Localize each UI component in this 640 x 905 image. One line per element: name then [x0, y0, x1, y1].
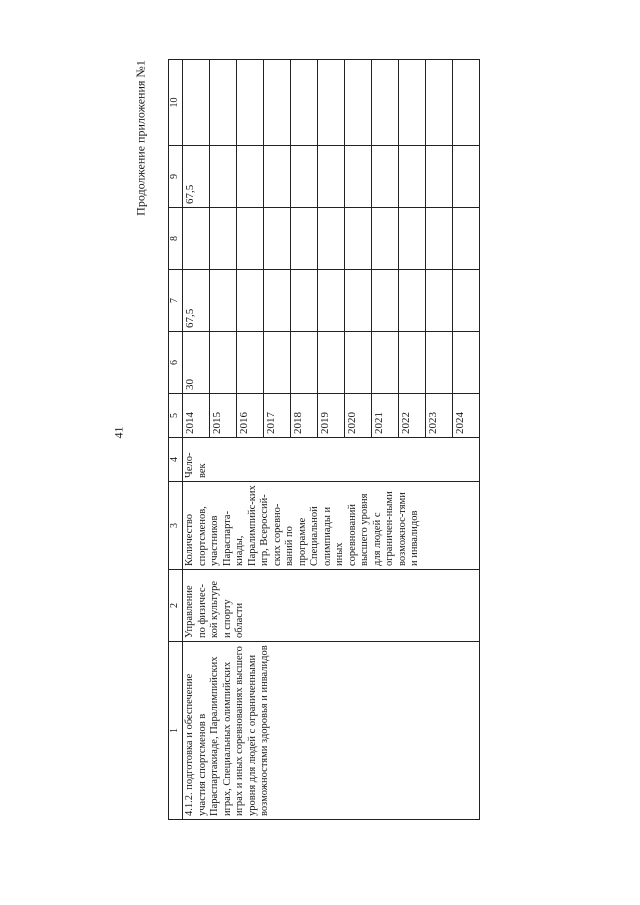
- unit-cell: Чело-век: [183, 438, 480, 482]
- value-cell-c7: [264, 208, 291, 270]
- indicator-cell: Количество спортсменов, участников Параспарта-киады, Паралимпийс-ких игр, Всероссий-ских соревно-ваний по программе Специальной олимпиады и иных соревнований высшего уровня для людей с ограничен-ными возможнос-тями и инвалидов: [183, 482, 480, 570]
- appendix-title: Продолжение приложения №1: [133, 59, 148, 216]
- table-row: [183, 60, 210, 820]
- column-header-4: 4: [169, 438, 183, 482]
- year-cell: 2020: [345, 394, 372, 438]
- year-cell: 2016: [237, 394, 264, 438]
- year-cell: 2024: [453, 394, 480, 438]
- column-header-8: 8: [169, 208, 183, 270]
- value-cell-c9: [426, 60, 453, 146]
- value-cell-c9: [183, 60, 210, 146]
- value-cell-c7: [318, 208, 345, 270]
- appendix-title-wrap: [131, 40, 151, 235]
- value-cell-c5: [318, 332, 345, 394]
- column-header-2: 2: [169, 570, 183, 642]
- value-cell-c6: [210, 270, 237, 332]
- value-cell-c8: [426, 146, 453, 208]
- year-cell: 2015: [210, 394, 237, 438]
- column-header-10: 10: [169, 60, 183, 146]
- value-cell-c8: [264, 146, 291, 208]
- value-cell-c8: [399, 146, 426, 208]
- value-cell-c7: [453, 208, 480, 270]
- value-cell-c9: [264, 60, 291, 146]
- year-cell: 2017: [264, 394, 291, 438]
- column-header-9: 9: [169, 146, 183, 208]
- value-cell-c6: [399, 270, 426, 332]
- year-cell: 2018: [291, 394, 318, 438]
- value-cell-c8: [210, 146, 237, 208]
- value-cell-c6: 67,5: [183, 270, 210, 332]
- value-cell-c8: 67,5: [183, 146, 210, 208]
- value-cell-c5: [237, 332, 264, 394]
- value-cell-c7: [183, 208, 210, 270]
- column-header-5: 5: [169, 394, 183, 438]
- value-cell-c5: [453, 332, 480, 394]
- value-cell-c9: [237, 60, 264, 146]
- value-cell-c9: [345, 60, 372, 146]
- value-cell-c9: [318, 60, 345, 146]
- value-cell-c5: 30: [183, 332, 210, 394]
- year-cell: 2022: [399, 394, 426, 438]
- value-cell-c9: [453, 60, 480, 146]
- value-cell-c9: [291, 60, 318, 146]
- executor-cell: Управление по физичес-кой культуре и спорту области: [183, 570, 480, 642]
- value-cell-c9: [210, 60, 237, 146]
- value-cell-c7: [426, 208, 453, 270]
- value-cell-c8: [345, 146, 372, 208]
- value-cell-c9: [372, 60, 399, 146]
- value-cell-c6: [237, 270, 264, 332]
- data-table: [168, 59, 480, 820]
- header-row: [169, 60, 183, 820]
- value-cell-c5: [264, 332, 291, 394]
- value-cell-c5: [426, 332, 453, 394]
- value-cell-c8: [237, 146, 264, 208]
- value-cell-c8: [453, 146, 480, 208]
- table-container: [168, 60, 468, 820]
- value-cell-c7: [237, 208, 264, 270]
- value-cell-c8: [372, 146, 399, 208]
- value-cell-c5: [345, 332, 372, 394]
- value-cell-c7: [345, 208, 372, 270]
- year-cell: 2014: [183, 394, 210, 438]
- value-cell-c7: [210, 208, 237, 270]
- value-cell-c7: [372, 208, 399, 270]
- page-number: 41: [111, 426, 126, 439]
- value-cell-c8: [318, 146, 345, 208]
- year-cell: 2019: [318, 394, 345, 438]
- column-header-6: 6: [169, 332, 183, 394]
- value-cell-c5: [210, 332, 237, 394]
- value-cell-c6: [453, 270, 480, 332]
- value-cell-c6: [426, 270, 453, 332]
- activity-cell: 4.1.2. подготовка и обеспечение участия спортсменов в Параспартакиаде, Паралимпийских играх, Специальных олимпийских играх и иных соревнованиях высшего уровня для людей с ограниченными возможностями здоровья и инвалидов: [183, 642, 480, 820]
- column-header-3: 3: [169, 482, 183, 570]
- value-cell-c6: [264, 270, 291, 332]
- value-cell-c6: [372, 270, 399, 332]
- value-cell-c7: [291, 208, 318, 270]
- year-cell: 2021: [372, 394, 399, 438]
- value-cell-c6: [318, 270, 345, 332]
- value-cell-c7: [399, 208, 426, 270]
- year-cell: 2023: [426, 394, 453, 438]
- value-cell-c9: [399, 60, 426, 146]
- value-cell-c6: [345, 270, 372, 332]
- value-cell-c8: [291, 146, 318, 208]
- value-cell-c5: [372, 332, 399, 394]
- value-cell-c5: [399, 332, 426, 394]
- value-cell-c6: [291, 270, 318, 332]
- column-header-7: 7: [169, 270, 183, 332]
- value-cell-c5: [291, 332, 318, 394]
- column-header-1: 1: [169, 642, 183, 820]
